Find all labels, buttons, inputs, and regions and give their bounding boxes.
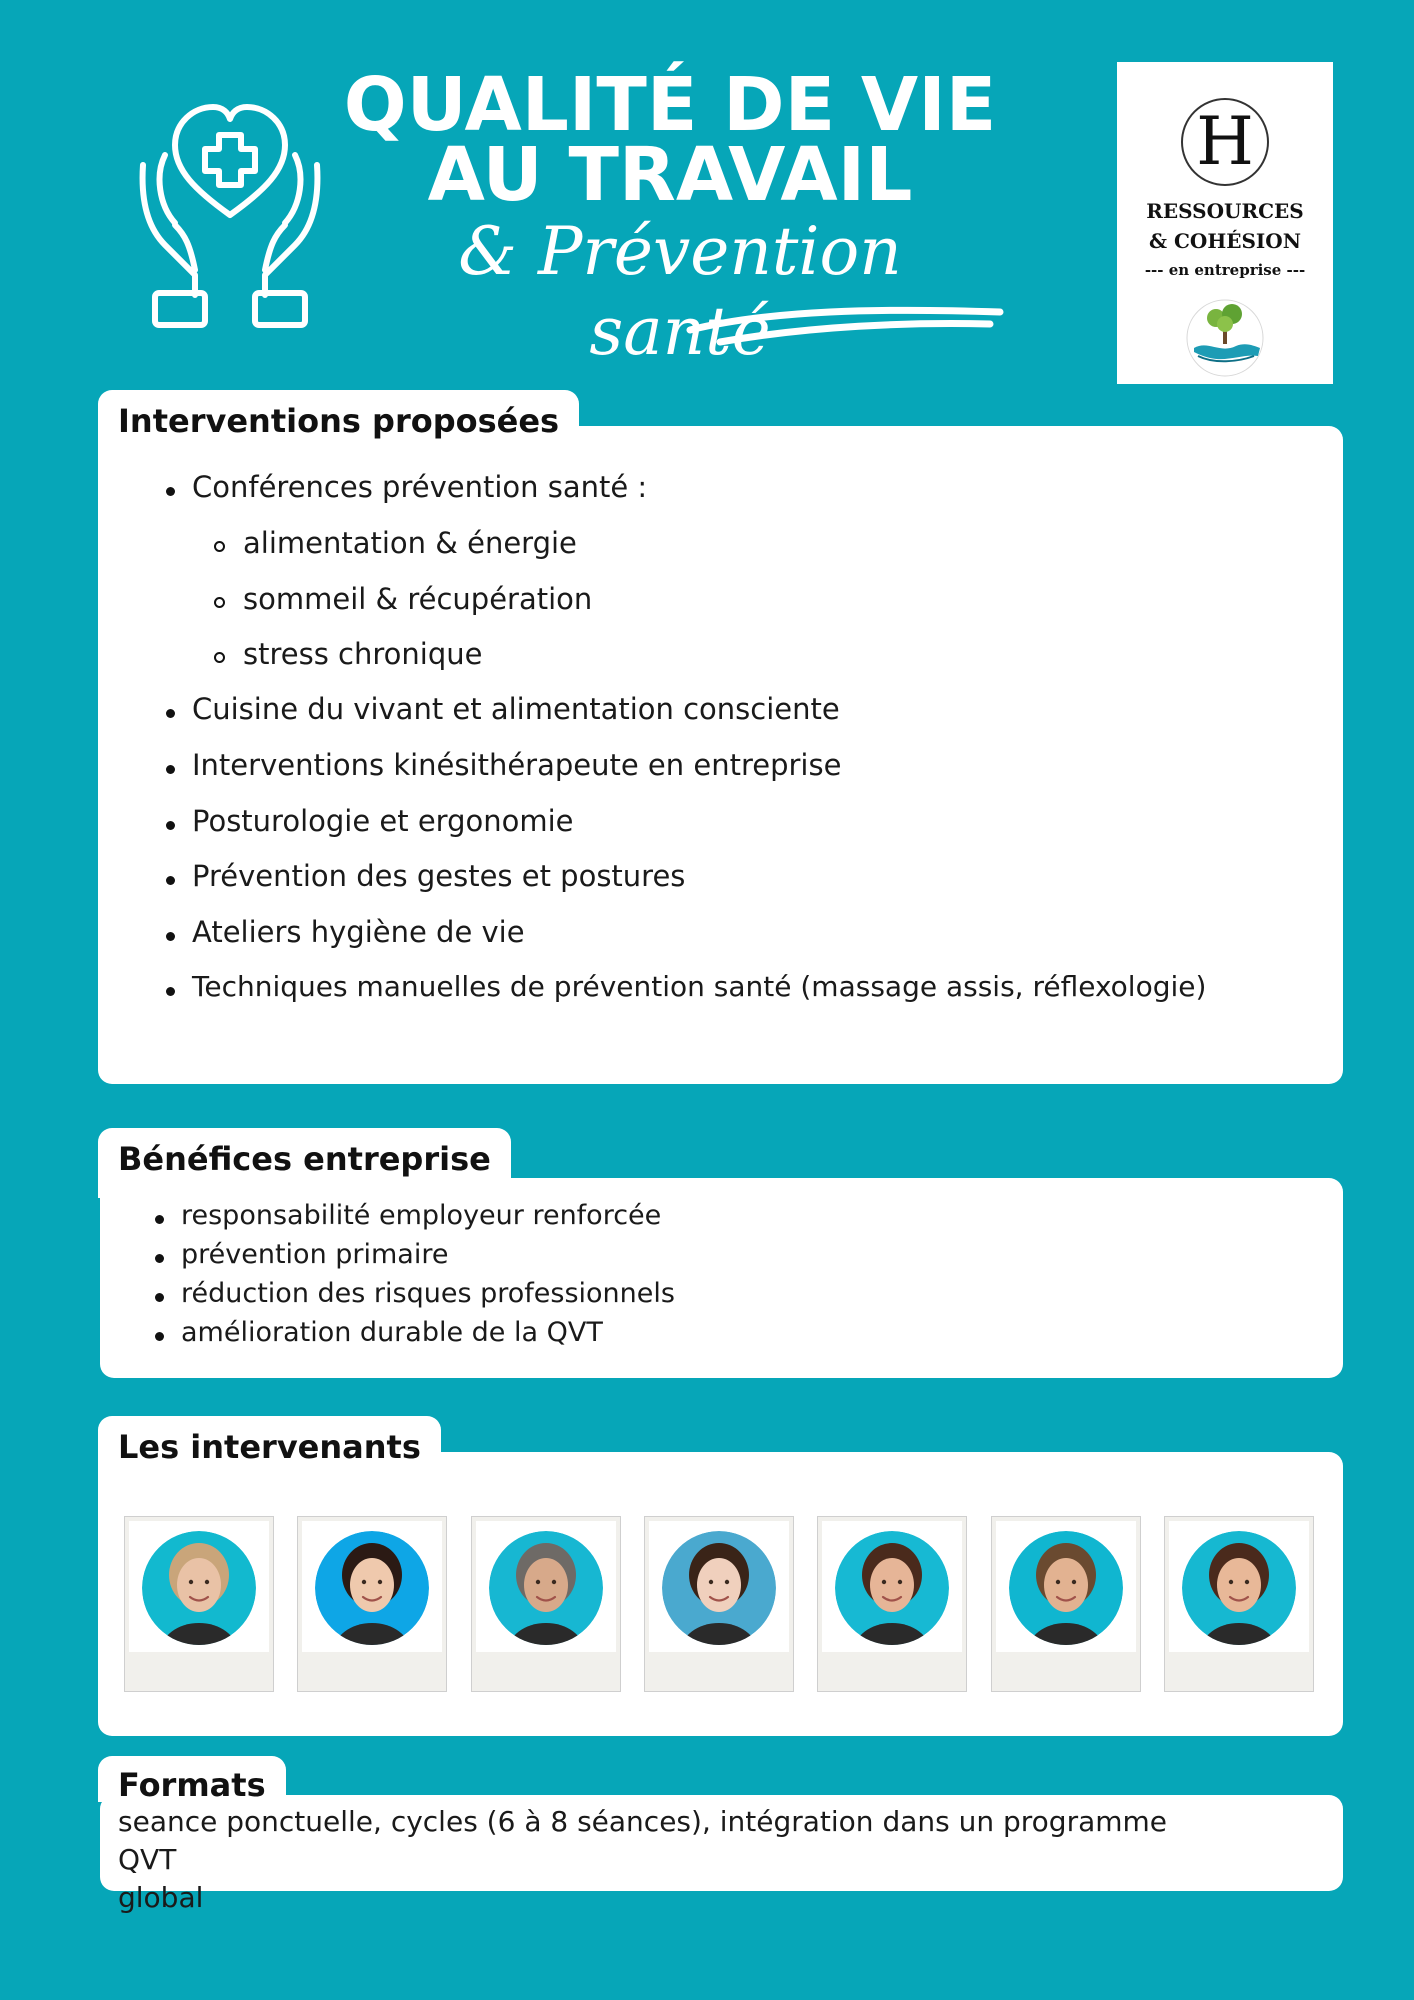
bullet-icon bbox=[166, 876, 175, 885]
bullet-icon bbox=[166, 932, 175, 941]
speaker-avatar bbox=[1182, 1531, 1296, 1645]
speaker-photo-frame bbox=[649, 1521, 789, 1652]
bullet-icon bbox=[155, 1332, 164, 1341]
logo-monogram: H bbox=[1181, 98, 1269, 186]
speaker-photo-frame bbox=[129, 1521, 269, 1652]
bullet-icon bbox=[155, 1254, 164, 1263]
title-line-1: QUALITÉ DE VIE bbox=[343, 62, 997, 148]
bullet-icon bbox=[166, 487, 175, 496]
bullet-icon bbox=[166, 765, 175, 774]
speaker-avatar bbox=[835, 1531, 949, 1645]
bullet-ring-icon bbox=[214, 541, 225, 552]
bullet-ring-icon bbox=[214, 652, 225, 663]
formats-line-1: seance ponctuelle, cycles (6 à 8 séances), intégration dans un programme QVT bbox=[118, 1805, 1168, 1876]
speaker-avatar bbox=[142, 1531, 256, 1645]
speaker-photo-frame bbox=[476, 1521, 616, 1652]
speaker-card bbox=[817, 1516, 967, 1692]
speaker-photo-frame bbox=[996, 1521, 1136, 1652]
logo-line-1: RESSOURCES bbox=[1146, 199, 1304, 223]
speaker-avatar bbox=[662, 1531, 776, 1645]
speaker-card bbox=[644, 1516, 794, 1692]
bullet-icon bbox=[166, 987, 175, 996]
bullet-icon bbox=[166, 821, 175, 830]
speaker-card bbox=[1164, 1516, 1314, 1692]
page-title bbox=[300, 62, 1040, 218]
heart-cross-hands-icon bbox=[135, 95, 325, 330]
formats-text bbox=[118, 1803, 1218, 1917]
speaker-avatar bbox=[489, 1531, 603, 1645]
bullet-icon bbox=[155, 1215, 164, 1224]
speaker-card bbox=[991, 1516, 1141, 1692]
speaker-avatar bbox=[1009, 1531, 1123, 1645]
formats-line-2: global bbox=[118, 1881, 204, 1914]
title-line-2: AU TRAVAIL bbox=[427, 132, 913, 218]
brush-underline-decoration bbox=[680, 300, 1010, 350]
logo-line-2: & COHÉSION bbox=[1148, 229, 1301, 253]
speaker-card bbox=[471, 1516, 621, 1692]
speaker-photo-frame bbox=[302, 1521, 442, 1652]
speaker-photo-frame bbox=[822, 1521, 962, 1652]
page-subtitle: & Prévention santé bbox=[458, 213, 902, 370]
company-logo bbox=[1117, 62, 1333, 384]
interventions-heading: Interventions proposées bbox=[98, 390, 579, 460]
speaker-photo-frame bbox=[1169, 1521, 1309, 1652]
bullet-icon bbox=[166, 709, 175, 718]
logo-line-3: --- en entreprise --- bbox=[1144, 261, 1306, 279]
benefits-heading: Bénéfices entreprise bbox=[98, 1128, 511, 1198]
speakers-heading: Les intervenants bbox=[98, 1416, 441, 1486]
tree-wave-logo bbox=[1180, 296, 1270, 380]
speaker-card bbox=[297, 1516, 447, 1692]
bullet-icon bbox=[155, 1293, 164, 1302]
speaker-card bbox=[124, 1516, 274, 1692]
speaker-avatar bbox=[315, 1531, 429, 1645]
formats-heading: Formats bbox=[98, 1756, 286, 1802]
bullet-ring-icon bbox=[214, 597, 225, 608]
